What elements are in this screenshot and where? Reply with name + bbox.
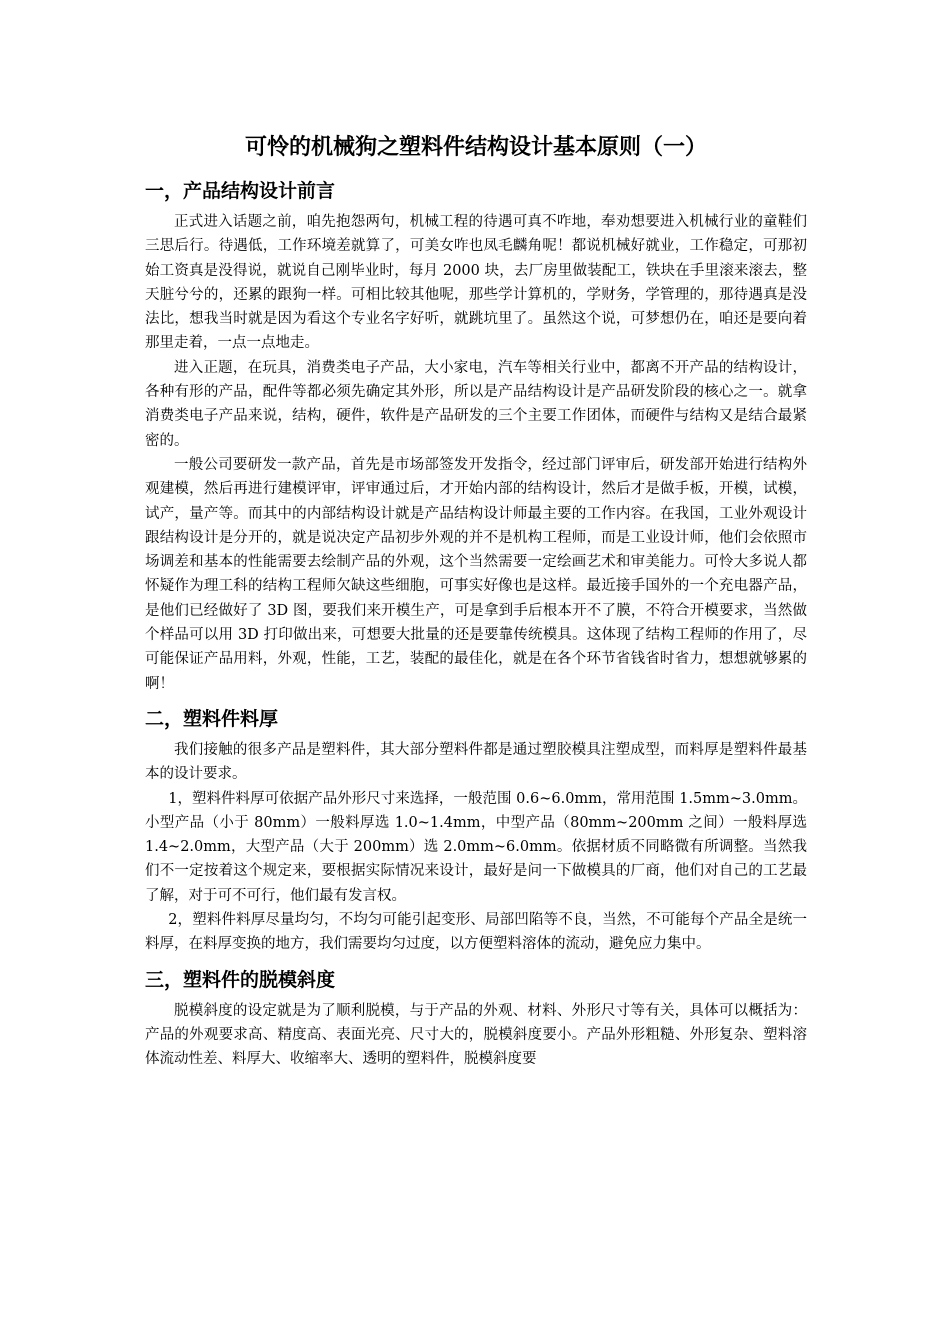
paragraph: 一般公司要研发一款产品，首先是市场部签发开发指令，经过部门评审后，研发部开始进行结构外观建模，然后再进行建模评审，评审通过后，才开始内部的结构设计，然后才是做手板，开模，试模，试产，量产等。而其中的内部结构设计就是产品结构设计师最主要的工作内容。在我国，工业外观设计跟结构设计是分开的，就是说决定产品初步外观的并不是机构工程师，而是工业设计师，他们会依照市场调差和基本的性能需要去绘制产品的外观，这个当然需要一定绘画艺术和审美能力。可怜大多说人都怀疑作为理工科的结构工程师欠缺这些细胞，可事实好像也是这样。最近接手国外的一个充电器产品，是他们已经做好了 3D 图，要我们来开模生产，可是拿到手后根本开不了膜，不符合开模要求，当然做个样品可以用 3D 打印做出来，可想要大批量的还是要靠传统模具。这体现了结构工程师的作用了，尽可能保证产品用料，外观，性能，工艺，装配的最佳化，就是在各个环节省钱省时省力，想想就够累的啊！ xyxy=(145,456,807,692)
section-draft-angle xyxy=(145,963,807,1072)
paragraph: 我们接触的很多产品是塑料件，其大部分塑料件都是通过塑胶模具注塑成型，而料厚是塑料件最基本的设计要求。 xyxy=(145,741,807,783)
section-heading: 三，塑料件的脱模斜度 xyxy=(145,968,336,991)
paragraph: 脱模斜度的设定就是为了顺利脱模，与于产品的外观、材料、外形尺寸等有关，具体可以概括为：产品的外观要求高、精度高、表面光亮、尺寸大的，脱模斜度要小。产品外形粗糙、外形复杂、塑料溶体流动性差、料厚大、收缩率大、透明的塑料件，脱模斜度要 xyxy=(145,1002,807,1068)
section-preface xyxy=(145,174,807,696)
section-heading: 一，产品结构设计前言 xyxy=(145,180,336,202)
section-heading: 二，塑料件料厚 xyxy=(145,707,279,730)
list-item: 2，塑料件料厚尽量均匀，不均匀可能引起变形、局部凹陷等不良，当然，不可能每个产品全是统一料厚，在料厚变换的地方，我们需要均匀过度，以方便塑料溶体的流动，避免应力集中。 xyxy=(145,912,807,953)
list-item: 1，塑料件料厚可依据产品外形尺寸来选择，一般范围 0.6~6.0mm，常用范围 1.5mm~3.0mm。小型产品（小于 80mm）一般料厚选 1.0~1.4mm，中型产品（80mm~200mm 之间）一般料厚选 1.4~2.0mm，大型产品（大于 200mm）选 2.0mm~6.0mm。依据材质不同略微有所调整。当然我们不一定按着这个规定来，要根据实际情况来设计，最好是问一下做模具的厂商，他们对自己的工艺最了解，对于可不可行，他们最有发言权。 xyxy=(145,790,807,904)
section-material-thickness xyxy=(145,702,807,957)
document-title: 可怜的机械狗之塑料件结构设计基本原则（一） xyxy=(244,135,707,160)
paragraph: 正式进入话题之前，咱先抱怨两句，机械工程的待遇可真不咋地，奉劝想要进入机械行业的童鞋们三思后行。待遇低，工作环境差就算了，可美女咋也凤毛麟角呢！都说机械好就业，工作稳定，可那初始工资真是没得说，就说自己刚毕业时，每月 2000 块，去厂房里做装配工，铁块在手里滚来滚去，整天脏兮兮的，还累的跟狗一样。可相比较其他呢，那些学计算机的，学财务，学管理的，那待遇真是没法比，想我当时就是因为看这个专业名字好听，就跳坑里了。虽然这个说，可梦想仍在，咱还是要向着那里走着，一点一点地走。 xyxy=(145,214,807,352)
document-page xyxy=(145,128,807,1072)
paragraph: 进入正题，在玩具，消费类电子产品，大小家电，汽车等相关行业中，都离不开产品的结构设计，各种有形的产品，配件等都必须先确定其外形，所以是产品结构设计是产品研发阶段的核心之一。就拿消费类电子产品来说，结构，硬件，软件是产品研发的三个主要工作团体，而硬件与结构又是结合最紧密的。 xyxy=(145,359,807,449)
